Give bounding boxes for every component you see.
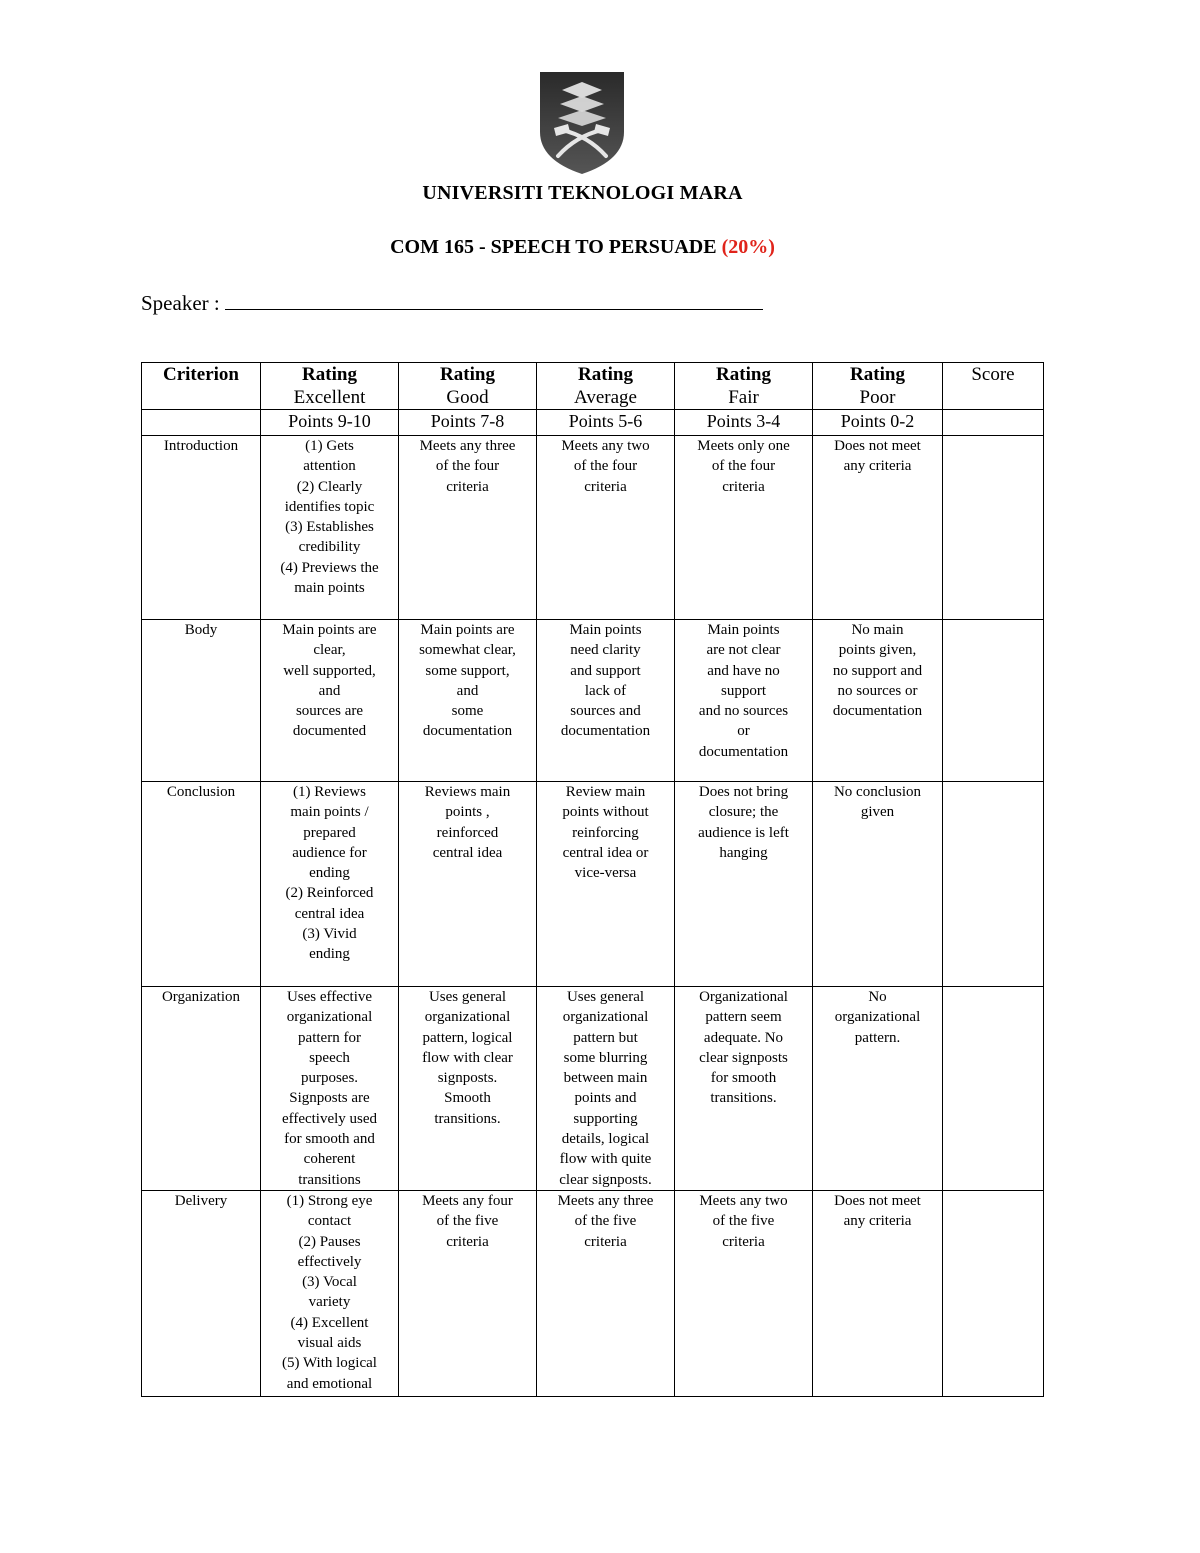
points-row: [142, 410, 1044, 436]
descriptor-line: central idea or: [562, 844, 649, 861]
descriptor-line: closure; the: [708, 804, 779, 821]
descriptor-line: some blurring: [563, 1049, 648, 1066]
descriptor-line: No main: [851, 622, 904, 638]
descriptor-fair: [675, 987, 813, 1191]
descriptor-line: No conclusion: [833, 784, 922, 800]
descriptor-line: transitions: [298, 1171, 361, 1188]
course-name: COM 165 - SPEECH TO PERSUADE: [390, 236, 717, 258]
descriptor-line: (4) Previews the: [280, 559, 379, 576]
descriptor-line: and have no: [707, 662, 780, 679]
descriptor-line: organizational: [834, 1009, 921, 1026]
descriptor-line: are not clear: [706, 642, 781, 659]
descriptor-line: or: [737, 723, 750, 740]
descriptor-line: sources and: [570, 703, 641, 720]
descriptor-excellent: [261, 436, 399, 620]
descriptor-line: reinforcing: [572, 824, 639, 841]
university-logo: [540, 72, 624, 174]
descriptor-line: sources are: [295, 703, 364, 720]
descriptor-line: (4) Excellent: [290, 1314, 369, 1331]
descriptor-line: (3) Establishes: [285, 519, 374, 536]
descriptor-line: attention: [303, 458, 356, 475]
rating-header-fair: Rating Fair: [675, 363, 813, 410]
score-cell[interactable]: [943, 1190, 1044, 1396]
descriptor-good: [399, 1190, 537, 1396]
university-title: UNIVERSITI TEKNOLOGI MARA: [422, 182, 743, 204]
descriptor-line: vice-versa: [574, 865, 637, 882]
descriptor-line: of the four: [435, 458, 500, 475]
descriptor-line: (2) Clearly: [296, 478, 363, 495]
descriptor-line: pattern seem: [705, 1009, 782, 1026]
descriptor-line: Does not meet: [834, 1192, 921, 1209]
descriptor-excellent: [261, 1190, 399, 1396]
descriptor-line: signposts.: [437, 1070, 498, 1087]
descriptor-line: some: [451, 703, 484, 720]
descriptor-poor: [813, 436, 943, 620]
descriptor-line: contact: [307, 1213, 352, 1230]
descriptor-poor: [813, 782, 943, 987]
criterion-row: [142, 436, 1044, 620]
descriptor-poor: [813, 620, 943, 782]
descriptor-line: pattern, logical: [422, 1029, 513, 1046]
descriptor-line: ending: [309, 865, 350, 882]
criterion-row: [142, 782, 1044, 987]
descriptor-line: of the five: [436, 1213, 499, 1230]
descriptor-line: given: [860, 804, 895, 821]
criterion-row: [142, 1190, 1044, 1396]
speaker-blank-line[interactable]: [225, 291, 763, 310]
points-excellent: Points 9-10: [261, 410, 399, 436]
criterion-name: Conclusion: [142, 782, 261, 987]
descriptor-line: clear signposts: [699, 1049, 788, 1066]
descriptor-line: criteria: [722, 478, 765, 495]
descriptor-line: ending: [309, 946, 350, 963]
descriptor-line: Meets any four: [422, 1192, 513, 1209]
descriptor-line: Does not meet: [834, 438, 921, 454]
criterion-name: Delivery: [142, 1190, 261, 1396]
descriptor-line: criteria: [722, 1233, 765, 1250]
criterion-name: Organization: [142, 987, 261, 1191]
descriptor-line: hanging: [719, 844, 768, 861]
descriptor-line: clear,: [313, 642, 346, 659]
descriptor-line: documentation: [560, 723, 651, 740]
descriptor-line: No: [868, 989, 887, 1005]
speaker-label: Speaker :: [141, 291, 220, 315]
descriptor-fair: [675, 620, 813, 782]
descriptor-line: adequate. No: [703, 1029, 784, 1046]
descriptor-line: Review main: [565, 784, 646, 800]
descriptor-line: criteria: [446, 478, 489, 495]
descriptor-line: documentation: [698, 743, 789, 760]
descriptor-line: Main points: [707, 622, 780, 638]
descriptor-line: documentation: [422, 723, 513, 740]
descriptor-line: (1) Strong eye: [286, 1192, 373, 1209]
descriptor-line: Meets any two: [561, 438, 650, 454]
descriptor-line: criteria: [584, 478, 627, 495]
descriptor-line: central idea: [432, 844, 503, 861]
descriptor-line: no sources or: [837, 682, 918, 699]
descriptor-good: [399, 987, 537, 1191]
descriptor-line: points given,: [838, 642, 917, 659]
descriptor-line: (3) Vivid: [302, 926, 357, 943]
descriptor-line: Uses general: [566, 989, 645, 1005]
descriptor-line: audience for: [292, 844, 367, 861]
descriptor-good: [399, 620, 537, 782]
descriptor-line: purposes.: [300, 1070, 359, 1087]
points-blank-cell: [142, 410, 261, 436]
descriptor-line: Main points are: [420, 622, 515, 638]
descriptor-line: criteria: [446, 1233, 489, 1250]
descriptor-line: of the five: [712, 1213, 775, 1230]
descriptor-line: and emotional: [286, 1375, 373, 1392]
descriptor-poor: [813, 987, 943, 1191]
points-score-cell: [943, 410, 1044, 436]
descriptor-line: central idea: [294, 905, 365, 922]
score-cell[interactable]: [943, 782, 1044, 987]
header-row: [142, 363, 1044, 410]
descriptor-line: prepared: [303, 824, 356, 841]
descriptor-line: some support,: [425, 662, 510, 679]
criterion-name: Body: [142, 620, 261, 782]
descriptor-line: and: [318, 682, 341, 699]
descriptor-line: (2) Reinforced: [285, 885, 374, 902]
descriptor-line: need clarity: [570, 642, 641, 659]
descriptor-line: (1) Gets: [305, 438, 354, 454]
rating-header-excellent: Rating Excellent: [261, 363, 399, 410]
points-poor: Points 0-2: [813, 410, 943, 436]
descriptor-line: Meets any three: [557, 1192, 654, 1209]
descriptor-line: effectively: [297, 1253, 362, 1270]
descriptor-line: documentation: [832, 703, 923, 720]
descriptor-line: supporting: [573, 1110, 638, 1127]
rating-header-good: Rating Good: [399, 363, 537, 410]
descriptor-line: of the four: [711, 458, 776, 475]
descriptor-average: [537, 987, 675, 1191]
descriptor-excellent: [261, 620, 399, 782]
descriptor-line: documented: [292, 723, 367, 740]
course-title: [0, 236, 1165, 259]
descriptor-line: and support: [570, 662, 641, 679]
descriptor-line: criteria: [584, 1233, 627, 1250]
score-cell[interactable]: [943, 620, 1044, 782]
descriptor-line: pattern but: [573, 1029, 638, 1046]
descriptor-line: points without: [562, 804, 649, 821]
descriptor-line: (5) With logical: [282, 1355, 377, 1372]
descriptor-average: [537, 436, 675, 620]
descriptor-line: organizational: [562, 1009, 649, 1026]
score-cell[interactable]: [943, 987, 1044, 1191]
score-cell[interactable]: [943, 436, 1044, 620]
descriptor-line: transitions.: [434, 1110, 501, 1127]
descriptor-line: flow with quite: [559, 1151, 652, 1168]
descriptor-average: [537, 1190, 675, 1396]
descriptor-line: variety: [308, 1294, 351, 1311]
descriptor-fair: [675, 782, 813, 987]
descriptor-line: for smooth and: [284, 1131, 375, 1148]
points-good: Points 7-8: [399, 410, 537, 436]
descriptor-line: Smooth: [444, 1090, 491, 1107]
descriptor-line: between main: [563, 1070, 648, 1087]
descriptor-line: credibility: [298, 539, 361, 556]
criterion-header: Criterion: [142, 363, 261, 410]
descriptor-line: Meets any three: [419, 438, 516, 454]
descriptor-average: [537, 620, 675, 782]
criterion-row: [142, 620, 1044, 782]
descriptor-line: Organizational: [699, 989, 788, 1005]
descriptor-poor: [813, 1190, 943, 1396]
descriptor-line: (3) Vocal: [302, 1274, 357, 1291]
descriptor-line: organizational: [424, 1009, 511, 1026]
descriptor-line: of the four: [573, 458, 638, 475]
descriptor-line: and no sources: [698, 703, 789, 720]
points-fair: Points 3-4: [675, 410, 813, 436]
descriptor-line: pattern.: [854, 1029, 901, 1046]
descriptor-good: [399, 436, 537, 620]
descriptor-line: lack of: [584, 682, 627, 699]
descriptor-average: [537, 782, 675, 987]
descriptor-line: pattern for: [298, 1029, 361, 1046]
descriptor-line: any criteria: [843, 1213, 912, 1230]
descriptor-line: organizational: [286, 1009, 373, 1026]
descriptor-line: speech: [309, 1049, 350, 1066]
score-header: Score: [943, 363, 1044, 410]
descriptor-line: Uses general: [428, 989, 507, 1005]
descriptor-line: details, logical: [561, 1131, 650, 1148]
descriptor-excellent: [261, 987, 399, 1191]
descriptor-line: (1) Reviews: [293, 784, 366, 800]
descriptor-line: Meets only one: [697, 438, 790, 454]
descriptor-line: no support and: [832, 662, 923, 679]
descriptor-line: identifies topic: [284, 498, 375, 515]
weight-badge: (20%): [721, 236, 775, 258]
descriptor-line: support: [721, 682, 766, 699]
descriptor-line: reinforced: [436, 824, 499, 841]
descriptor-line: Reviews main: [424, 784, 511, 800]
rubric-table: [141, 362, 1044, 1397]
descriptor-line: Uses effective: [286, 989, 373, 1005]
descriptor-line: for smooth: [710, 1070, 777, 1087]
criterion-row: [142, 987, 1044, 1191]
descriptor-fair: [675, 1190, 813, 1396]
descriptor-line: effectively used: [281, 1110, 378, 1127]
descriptor-line: visual aids: [297, 1335, 362, 1352]
descriptor-line: Does not bring: [698, 784, 789, 800]
descriptor-line: Main points: [569, 622, 642, 638]
descriptor-line: any criteria: [843, 458, 912, 475]
descriptor-line: (2) Pauses: [298, 1233, 361, 1250]
descriptor-excellent: [261, 782, 399, 987]
rating-header-poor: Rating Poor: [813, 363, 943, 410]
descriptor-line: main points: [294, 580, 365, 597]
descriptor-line: transitions.: [710, 1090, 777, 1107]
descriptor-line: points and: [574, 1090, 637, 1107]
descriptor-line: somewhat clear,: [419, 642, 516, 659]
descriptor-good: [399, 782, 537, 987]
speaker-field: [141, 291, 763, 316]
descriptor-line: well supported,: [283, 662, 376, 679]
descriptor-line: coherent: [303, 1151, 356, 1168]
points-average: Points 5-6: [537, 410, 675, 436]
descriptor-line: clear signposts.: [559, 1171, 652, 1188]
criterion-name: Introduction: [142, 436, 261, 620]
descriptor-line: audience is left: [698, 824, 789, 841]
descriptor-line: of the five: [574, 1213, 637, 1230]
descriptor-line: Meets any two: [699, 1192, 788, 1209]
descriptor-fair: [675, 436, 813, 620]
rating-header-average: Rating Average: [537, 363, 675, 410]
descriptor-line: main points /: [290, 804, 369, 821]
descriptor-line: Main points are: [282, 622, 377, 638]
descriptor-line: and: [456, 682, 479, 699]
descriptor-line: flow with clear: [422, 1049, 513, 1066]
descriptor-line: Signposts are: [289, 1090, 370, 1107]
descriptor-line: points ,: [445, 804, 490, 821]
